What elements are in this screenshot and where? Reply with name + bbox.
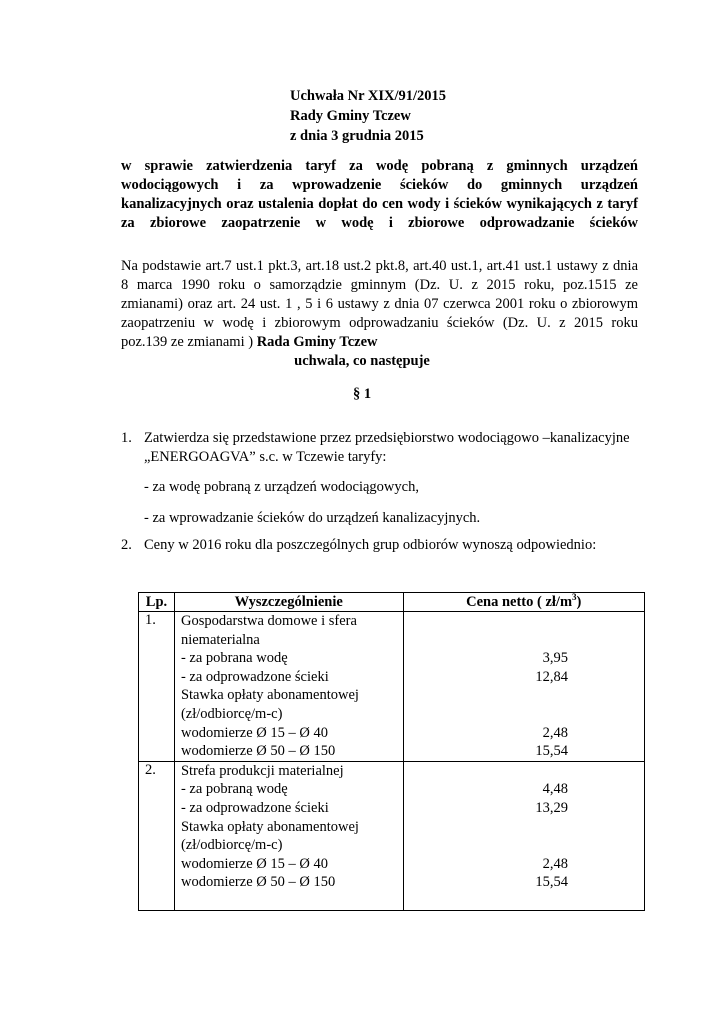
price-value: 13,29 bbox=[535, 799, 568, 816]
description-line: wodomierze Ø 15 – Ø 40 bbox=[180, 724, 328, 741]
price-header-sup: 3 bbox=[572, 592, 577, 603]
legal-basis-last-line bbox=[121, 333, 638, 352]
price-value bbox=[410, 612, 639, 631]
row-description bbox=[174, 761, 403, 910]
description-line: Strefa produkcji materialnej bbox=[180, 762, 344, 779]
resolution-number: Uchwała Nr XIX/91/2015 bbox=[290, 88, 447, 104]
description-line: Stawka opłaty abonamentowej bbox=[180, 818, 359, 835]
price-value bbox=[410, 631, 639, 650]
column-header-description: Wyszczególnienie bbox=[174, 593, 403, 612]
legal-basis-line: zmianami) oraz art. 24 ust. 1 , 5 i 6 ustawy z dnia 07 czerwca 2001 roku o zbiorowym bbox=[121, 296, 638, 312]
title-line: za zbiorowe zaopatrzenie w wodę i zbiorowe odprowadzanie ścieków bbox=[121, 215, 638, 231]
table-header-row bbox=[139, 593, 645, 612]
price-value bbox=[410, 836, 639, 855]
legal-basis-text: poz.139 ze zmianami ) bbox=[121, 334, 257, 350]
price-value bbox=[410, 705, 639, 724]
table-row bbox=[139, 761, 645, 910]
resolution-date: z dnia 3 grudnia 2015 bbox=[290, 128, 424, 144]
row-lp: 2. bbox=[139, 761, 175, 910]
price-value bbox=[410, 686, 639, 705]
description-line: - za pobrana wodę bbox=[180, 650, 288, 667]
legal-basis-paragraph bbox=[121, 257, 638, 352]
row-lp: 1. bbox=[139, 612, 175, 762]
description-line: - za odprowadzone ścieki bbox=[180, 799, 329, 816]
council-bold: Rada Gminy Tczew bbox=[256, 334, 378, 350]
description-line: Stawka opłaty abonamentowej bbox=[180, 687, 359, 704]
tariff-sub-item: - za wodę pobraną z urządzeń wodociągowych, bbox=[144, 479, 419, 495]
tariff-sub-item: - za wprowadzanie ścieków do urządzeń kanalizacyjnych. bbox=[144, 510, 481, 526]
table-row bbox=[139, 612, 645, 762]
description-line: (zł/odbiorcę/m-c) bbox=[180, 837, 283, 854]
title-line: kanalizacyjnych oraz ustalenia dopłat do cen wody i ścieków wynikających z taryf bbox=[121, 196, 638, 212]
row-description bbox=[174, 612, 403, 762]
item-text: Ceny w 2016 roku dla poszczególnych grup odbiorów wynoszą odpowiednio: bbox=[144, 537, 597, 553]
price-value: 15,54 bbox=[535, 743, 568, 760]
price-header-close: ) bbox=[576, 594, 582, 610]
legal-basis-line: zaopatrzeniu w wodę i zbiorowym odprowadzaniu ścieków (Dz. U. z 2015 roku bbox=[121, 315, 638, 331]
description-line: niematerialna bbox=[180, 631, 260, 648]
description-line: wodomierze Ø 50 – Ø 150 bbox=[180, 743, 336, 760]
section-mark: § 1 bbox=[352, 386, 372, 402]
price-value: 3,95 bbox=[542, 650, 568, 667]
legal-basis-line: Na podstawie art.7 ust.1 pkt.3, art.18 ust.2 pkt.8, art.40 ust.1, art.41 ust.1 ustawy z dnia bbox=[121, 258, 638, 274]
description-line: - za pobraną wodę bbox=[180, 781, 288, 798]
price-value: 15,54 bbox=[535, 874, 568, 891]
row-prices bbox=[403, 761, 645, 910]
description-line: - za odprowadzone ścieki bbox=[180, 668, 329, 685]
price-value bbox=[410, 762, 639, 781]
column-header-price bbox=[403, 593, 645, 612]
description-line: wodomierze Ø 15 – Ø 40 bbox=[180, 855, 328, 872]
row-prices bbox=[403, 612, 645, 762]
title-line: w sprawie zatwierdzenia taryf za wodę pobraną z gminnych urządzeń bbox=[121, 158, 638, 174]
description-line: Gospodarstwa domowe i sfera bbox=[180, 613, 357, 629]
item-text: Zatwierdza się przedstawione przez przedsiębiorstwo wodociągowo –kanalizacyjne bbox=[144, 430, 630, 446]
price-header-text: Cena netto ( zł/m bbox=[466, 594, 573, 610]
column-header-lp: Lp. bbox=[139, 593, 175, 612]
price-value: 12,84 bbox=[535, 668, 568, 685]
council-name: Rady Gminy Tczew bbox=[290, 108, 411, 124]
price-value bbox=[410, 818, 639, 837]
price-value: 2,48 bbox=[542, 724, 568, 741]
item-number: 2. bbox=[121, 537, 132, 553]
item-number: 1. bbox=[121, 430, 132, 446]
legal-basis-line: 8 marca 1990 roku o samorządzie gminnym (Dz. U. z 2015 roku, poz.1515 ze bbox=[121, 277, 638, 293]
resolution-title bbox=[121, 157, 638, 233]
description-line: wodomierze Ø 50 – Ø 150 bbox=[180, 874, 336, 891]
tariff-table bbox=[138, 592, 645, 911]
price-value: 4,48 bbox=[542, 781, 568, 798]
item-text: „ENERGOAGVA” s.c. w Tczewie taryfy: bbox=[144, 449, 387, 465]
title-line: wodociągowych i za wprowadzenie ścieków do gminnych urządzeń bbox=[121, 177, 638, 193]
resolves-heading: uchwala, co następuje bbox=[294, 353, 430, 369]
price-value: 2,48 bbox=[542, 855, 568, 872]
description-line: (zł/odbiorcę/m-c) bbox=[180, 705, 283, 722]
